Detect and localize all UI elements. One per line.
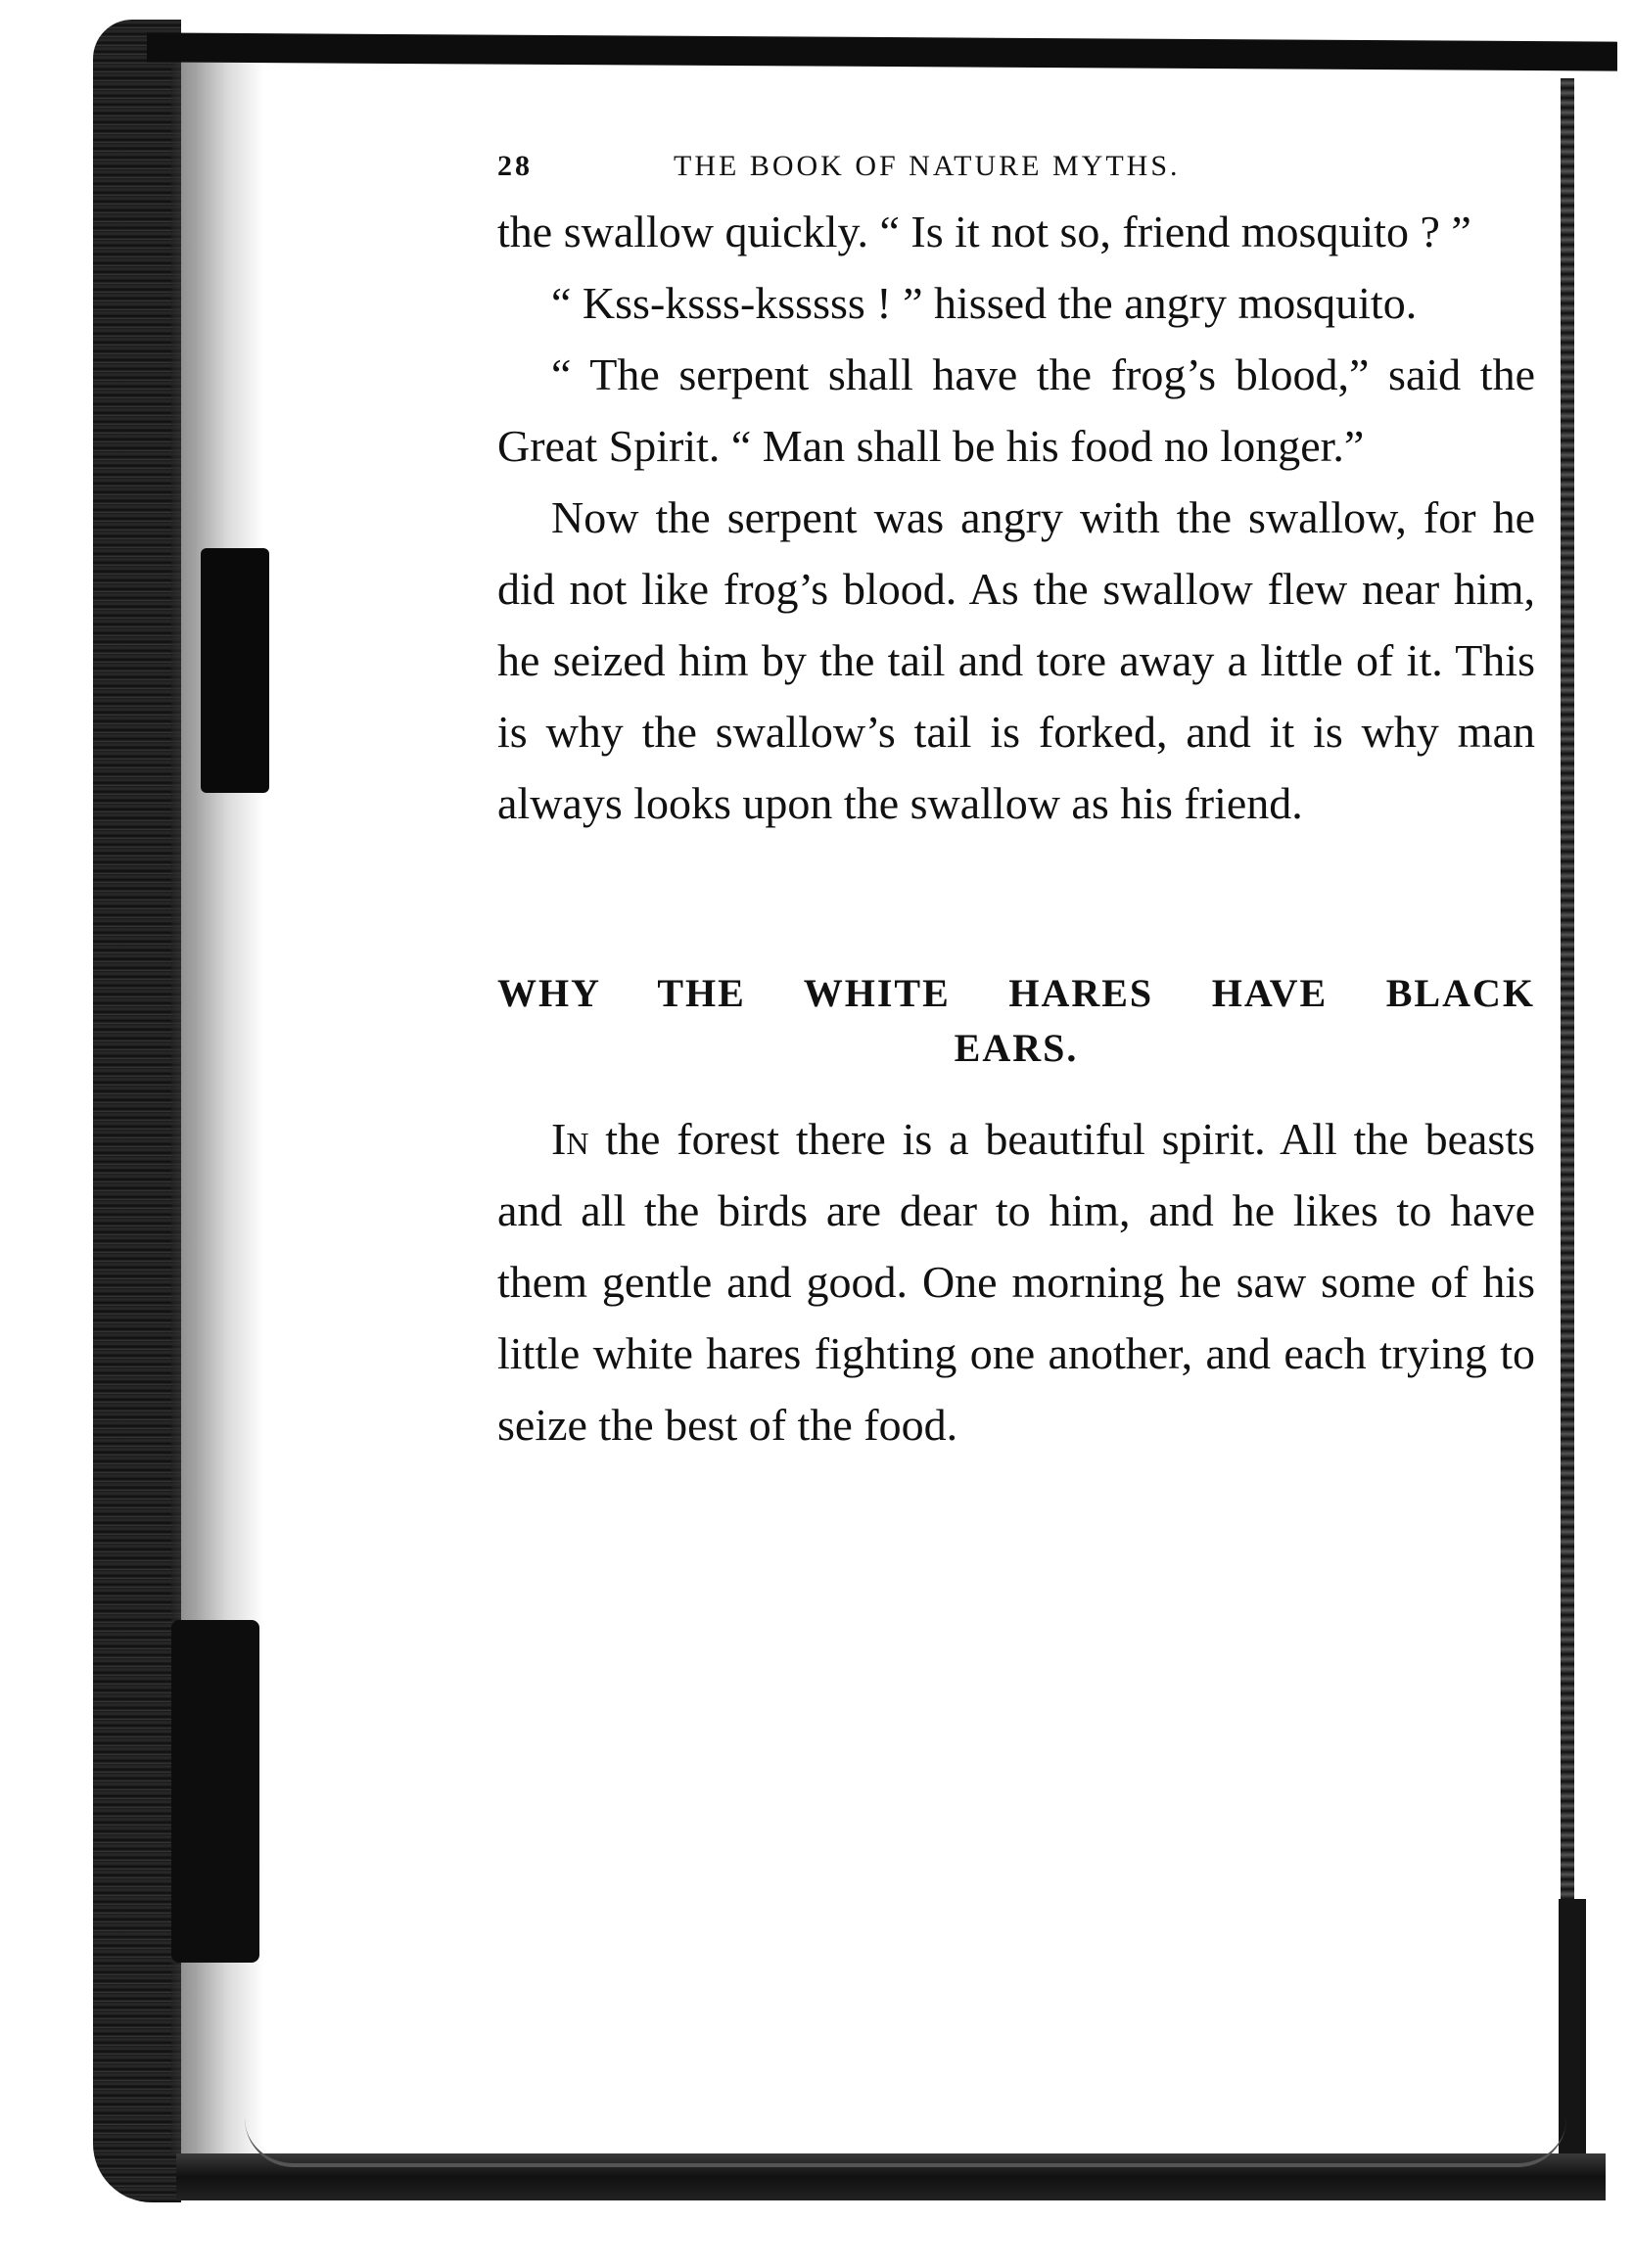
paragraph xyxy=(497,1103,1535,1460)
book-spine-edge xyxy=(93,20,181,2202)
section-text xyxy=(497,1103,1535,1460)
paragraph-rest: the forest there is a beautiful spirit. All the beasts and all the birds are dear to him, and he likes to have them gentle and good. One morning he saw some of his little white hares fighting one another, and each trying to seize the best of the food. xyxy=(497,1114,1535,1450)
story-text xyxy=(497,196,1535,839)
section-title-line: WHY THE WHITE HARES HAVE BLACK xyxy=(497,971,1535,1015)
paragraph: “ The serpent shall have the frog’s blood,” said the Great Spirit. “ Man shall be his food no longer.” xyxy=(497,349,1535,471)
gutter-smudge xyxy=(171,1620,259,1963)
page-body xyxy=(497,137,1535,1460)
page-number: 28 xyxy=(497,150,533,182)
paragraph: Now the serpent was angry with the swallow, for he did not like frog’s blood. As the swallow flew near him, he seized him by the tail and tore away a little of it. This is why the swallow’s tail is forked, and it is why man always looks upon the swallow as his friend. xyxy=(497,492,1535,828)
book-title: THE BOOK OF NATURE MYTHS. xyxy=(674,150,1181,182)
page-edge-curve xyxy=(245,2065,1566,2167)
paragraph: the swallow quickly. “ Is it not so, friend mosquito ? ” xyxy=(497,207,1471,256)
running-head xyxy=(497,137,1535,196)
lead-word: In xyxy=(551,1114,589,1164)
section-title xyxy=(497,966,1535,1076)
section-gap xyxy=(497,839,1535,966)
right-scan-border xyxy=(1561,78,1574,2173)
paragraph: “ Kss-ksss-ksssss ! ” hissed the angry mosquito. xyxy=(551,278,1418,328)
top-scan-border xyxy=(147,32,1617,70)
gutter-smudge xyxy=(201,548,269,793)
section-title-line: EARS. xyxy=(954,1026,1079,1070)
